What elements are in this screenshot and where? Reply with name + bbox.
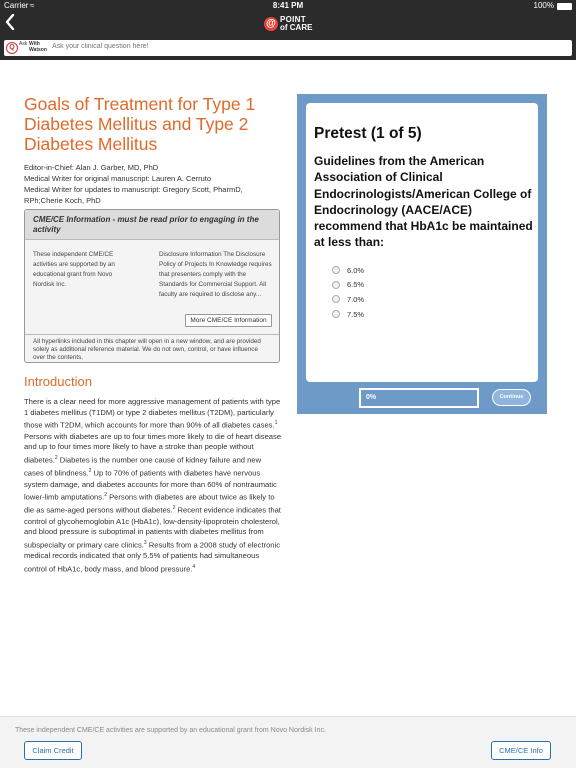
radio-button[interactable] xyxy=(332,266,340,274)
credits xyxy=(24,162,282,206)
answer-label: 6.0% xyxy=(347,265,365,275)
intro-text: Up to 70% of patients with diabetes have nervous system damage, and diabetes accounts for more than 60% of nontraumatic lower-limb amputations. xyxy=(24,468,277,502)
credit-line: Medical Writer for updates to manuscript: Gregory Scott, PharmD, RPh;Cherie Koch, PhD xyxy=(24,185,243,205)
progress-label: 0% xyxy=(366,394,377,401)
credit-line: Editor-in-Chief: Alan J. Garber, MD, PhD xyxy=(24,163,159,172)
intro-text: There is a clear need for more aggressive management of patients with type 1 diabetes mellitus (T1DM) or type 2 diabetes mellitus (T2DM), particularly those with T2DM, which accounts for more than 90% of all diabetes cases. xyxy=(24,397,281,430)
citation-ref[interactable]: 2 xyxy=(104,492,107,499)
cme-heading: CME/CE Information - must be read prior to engaging in the activity xyxy=(25,210,279,240)
more-cme-info-button[interactable]: More CME/CE Information xyxy=(185,314,272,327)
pretest-title: Pretest (1 of 5) xyxy=(314,125,422,142)
intro-text: Recent evidence indicates that control of glycohemoglobin A1c (HbA1c), low-density-lipoprotein cholesterol, and blood pressure is suboptimal in patients with diabetes mellitus from subspecialty or primary care clinics. xyxy=(24,505,281,550)
cme-hyperlink-note: All hyperlinks included in this chapter will open in a new window, and are provided solely as additional reference material. We do not own, control, or have influence over the contents. xyxy=(25,334,279,363)
cme-disclosure-text: Disclosure Information The Disclosure Policy of Projects In Knowledge requires that presenters comply with the Standards for Commercial Support. All faculty are required to disclose any... xyxy=(159,251,272,298)
point-of-care-logo xyxy=(264,15,314,35)
pretest-card xyxy=(306,103,538,382)
logo-line-1: POINT xyxy=(280,15,306,24)
ask-watson-q: Q xyxy=(6,42,18,54)
logo-mark: @ xyxy=(264,17,278,31)
intro-text: Persons with diabetes are about twice as likely to die as same-aged persons without diabetes. xyxy=(24,492,275,515)
article-title: Goals of Treatment for Type 1 Diabetes Mellitus and Type 2 Diabetes Mellitus xyxy=(24,94,256,154)
answer-label: 7.0% xyxy=(347,294,365,304)
article xyxy=(24,94,282,206)
cme-info-button[interactable]: CME/CE Info xyxy=(491,741,551,760)
pretest-panel xyxy=(297,94,547,414)
answer-label: 6.5% xyxy=(347,280,365,290)
citation-ref[interactable]: 2 xyxy=(54,455,58,462)
wifi-icon: ≈ xyxy=(30,1,35,10)
status-bar xyxy=(0,0,576,12)
battery-icon xyxy=(557,3,572,10)
progress-bar xyxy=(359,388,479,408)
cme-info-box xyxy=(24,209,280,363)
search-field[interactable] xyxy=(4,40,572,56)
answer-option[interactable] xyxy=(332,278,364,293)
answer-label: 7.5% xyxy=(347,309,365,319)
ask-label: Ask xyxy=(19,41,28,47)
footer-support-text: These independent CME/CE activities are supported by an educational grant from Novo Nordisk Inc. xyxy=(15,727,326,734)
answer-option[interactable] xyxy=(332,292,364,307)
carrier-label: Carrier xyxy=(4,1,29,10)
citation-ref[interactable]: 4 xyxy=(192,564,196,571)
footer xyxy=(0,716,576,768)
nav-bar xyxy=(0,12,576,38)
answer-option[interactable] xyxy=(332,307,364,322)
cme-support-text: These independent CME/CE activities are supported by an educational grant from Novo Nordisk Inc. xyxy=(33,251,115,288)
citation-ref[interactable]: 2 xyxy=(88,468,92,475)
citation-ref[interactable]: 3 xyxy=(143,540,147,547)
search-bar xyxy=(0,38,576,60)
intro-text: Persons with diabetes are up to four times more likely to die of heart disease and up to four times more likely to have a stroke than people without diabetes. xyxy=(24,431,282,465)
intro-text: Results from a 2008 study of electronic medical records indicated that only 5.5% of patients had simultaneous control of HbA1c, body mass, and blood pressure. xyxy=(24,540,281,574)
continue-button[interactable]: Continue xyxy=(492,389,531,406)
answer-options xyxy=(332,263,364,321)
citation-ref[interactable]: 1 xyxy=(274,420,278,427)
back-button[interactable] xyxy=(5,14,15,35)
with-label: With xyxy=(29,41,40,47)
answer-option[interactable] xyxy=(332,263,364,278)
citation-ref[interactable]: 2 xyxy=(172,505,176,512)
watson-label: Watson xyxy=(29,47,47,53)
pretest-question: Guidelines from the American Association of Clinical Endocrinologists/American College of Endocrinology (AACE/ACE) recommend that HbA1c be maintained at less than: xyxy=(314,154,533,250)
intro-text: Diabetes is the number one cause of kidney failure and new cases of blindness. xyxy=(24,455,262,478)
radio-button[interactable] xyxy=(332,310,340,318)
search-input[interactable] xyxy=(52,43,552,50)
logo-line-2: of CARE xyxy=(280,23,313,32)
radio-button[interactable] xyxy=(332,295,340,303)
radio-button[interactable] xyxy=(332,281,340,289)
intro-paragraph xyxy=(24,397,282,575)
intro-heading: Introduction xyxy=(24,374,92,389)
battery-percent: 100% xyxy=(533,1,554,10)
credit-line: Medical Writer for original manuscript: Lauren A. Cerruto xyxy=(24,174,212,183)
clock: 8:41 PM xyxy=(272,1,304,10)
claim-credit-button[interactable]: Claim Credit xyxy=(24,741,82,760)
chevron-left-icon xyxy=(5,14,15,30)
ask-watson-logo xyxy=(6,41,47,55)
